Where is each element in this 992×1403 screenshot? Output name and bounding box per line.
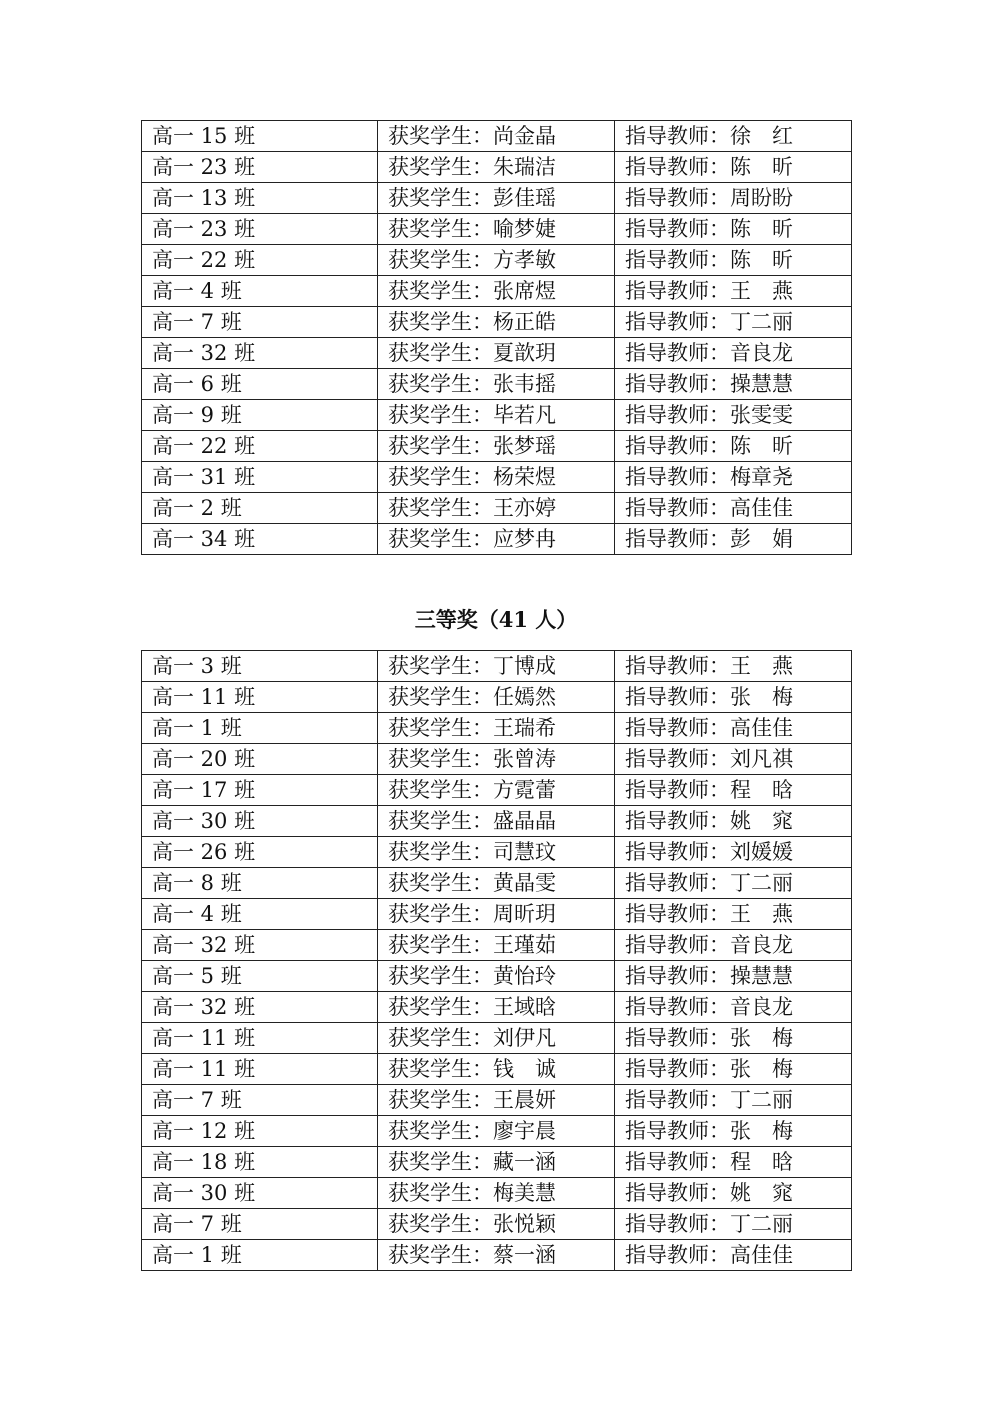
- teacher-cell: 指导教师：操慧慧: [615, 961, 852, 992]
- student-cell: 获奖学生：彭佳瑶: [378, 183, 615, 214]
- table-row: [142, 806, 852, 837]
- table-row: [142, 1023, 852, 1054]
- table-row: [142, 713, 852, 744]
- table-row: [142, 493, 852, 524]
- class-cell: 高一 13 班: [142, 183, 378, 214]
- table-row: [142, 276, 852, 307]
- class-cell: 高一 1 班: [142, 1240, 378, 1271]
- teacher-cell: 指导教师：陈 昕: [615, 152, 852, 183]
- teacher-cell: 指导教师：高佳佳: [615, 713, 852, 744]
- third-prize-table: [141, 650, 852, 1271]
- table-row: [142, 400, 852, 431]
- table-row: [142, 651, 852, 682]
- class-cell: 高一 4 班: [142, 899, 378, 930]
- class-cell: 高一 15 班: [142, 121, 378, 152]
- table-row: [142, 992, 852, 1023]
- class-cell: 高一 11 班: [142, 1054, 378, 1085]
- student-cell: 获奖学生：尚金晶: [378, 121, 615, 152]
- teacher-cell: 指导教师：张 梅: [615, 1023, 852, 1054]
- student-cell: 获奖学生：梅美慧: [378, 1178, 615, 1209]
- class-cell: 高一 34 班: [142, 524, 378, 555]
- table-row: [142, 1240, 852, 1271]
- teacher-cell: 指导教师：陈 昕: [615, 214, 852, 245]
- teacher-cell: 指导教师：丁二丽: [615, 1209, 852, 1240]
- class-cell: 高一 26 班: [142, 837, 378, 868]
- teacher-cell: 指导教师：张 梅: [615, 1054, 852, 1085]
- table-row: [142, 152, 852, 183]
- teacher-cell: 指导教师：张 梅: [615, 682, 852, 713]
- student-cell: 获奖学生：喻梦婕: [378, 214, 615, 245]
- table-row: [142, 245, 852, 276]
- class-cell: 高一 31 班: [142, 462, 378, 493]
- class-cell: 高一 32 班: [142, 992, 378, 1023]
- teacher-cell: 指导教师：音良龙: [615, 992, 852, 1023]
- table-row: [142, 837, 852, 868]
- teacher-cell: 指导教师：王 燕: [615, 651, 852, 682]
- student-cell: 获奖学生：藏一涵: [378, 1147, 615, 1178]
- student-cell: 获奖学生：黄怡玲: [378, 961, 615, 992]
- student-cell: 获奖学生：朱瑞洁: [378, 152, 615, 183]
- teacher-cell: 指导教师：刘凡祺: [615, 744, 852, 775]
- class-cell: 高一 11 班: [142, 1023, 378, 1054]
- class-cell: 高一 32 班: [142, 930, 378, 961]
- table-row: [142, 1085, 852, 1116]
- student-cell: 获奖学生：杨荣煜: [378, 462, 615, 493]
- student-cell: 获奖学生：张悦颖: [378, 1209, 615, 1240]
- class-cell: 高一 3 班: [142, 651, 378, 682]
- student-cell: 获奖学生：张梦瑶: [378, 431, 615, 462]
- class-cell: 高一 4 班: [142, 276, 378, 307]
- class-cell: 高一 11 班: [142, 682, 378, 713]
- second-prize-rows: [142, 121, 852, 555]
- class-cell: 高一 32 班: [142, 338, 378, 369]
- table-row: [142, 682, 852, 713]
- student-cell: 获奖学生：黄晶雯: [378, 868, 615, 899]
- table-row: [142, 930, 852, 961]
- class-cell: 高一 7 班: [142, 1085, 378, 1116]
- student-cell: 获奖学生：王晨妍: [378, 1085, 615, 1116]
- class-cell: 高一 22 班: [142, 245, 378, 276]
- teacher-cell: 指导教师：丁二丽: [615, 307, 852, 338]
- teacher-cell: 指导教师：陈 昕: [615, 245, 852, 276]
- class-cell: 高一 6 班: [142, 369, 378, 400]
- student-cell: 获奖学生：钱 诚: [378, 1054, 615, 1085]
- table-row: [142, 431, 852, 462]
- table-row: [142, 338, 852, 369]
- table-row: [142, 462, 852, 493]
- student-cell: 获奖学生：应梦冉: [378, 524, 615, 555]
- class-cell: 高一 5 班: [142, 961, 378, 992]
- table-row: [142, 1116, 852, 1147]
- teacher-cell: 指导教师：程 晗: [615, 775, 852, 806]
- teacher-cell: 指导教师：徐 红: [615, 121, 852, 152]
- student-cell: 获奖学生：杨正皓: [378, 307, 615, 338]
- student-cell: 获奖学生：盛晶晶: [378, 806, 615, 837]
- table-row: [142, 214, 852, 245]
- class-cell: 高一 22 班: [142, 431, 378, 462]
- student-cell: 获奖学生：王瑞希: [378, 713, 615, 744]
- teacher-cell: 指导教师：丁二丽: [615, 1085, 852, 1116]
- teacher-cell: 指导教师：音良龙: [615, 338, 852, 369]
- class-cell: 高一 18 班: [142, 1147, 378, 1178]
- student-cell: 获奖学生：蔡一涵: [378, 1240, 615, 1271]
- student-cell: 获奖学生：方孝敏: [378, 245, 615, 276]
- table-row: [142, 1178, 852, 1209]
- table-row: [142, 961, 852, 992]
- teacher-cell: 指导教师：张 梅: [615, 1116, 852, 1147]
- teacher-cell: 指导教师：高佳佳: [615, 493, 852, 524]
- table-row: [142, 121, 852, 152]
- table-row: [142, 369, 852, 400]
- teacher-cell: 指导教师：陈 昕: [615, 431, 852, 462]
- table-row: [142, 307, 852, 338]
- student-cell: 获奖学生：丁博成: [378, 651, 615, 682]
- student-cell: 获奖学生：刘伊凡: [378, 1023, 615, 1054]
- teacher-cell: 指导教师：高佳佳: [615, 1240, 852, 1271]
- teacher-cell: 指导教师：操慧慧: [615, 369, 852, 400]
- student-cell: 获奖学生：周昕玥: [378, 899, 615, 930]
- teacher-cell: 指导教师：张雯雯: [615, 400, 852, 431]
- student-cell: 获奖学生：方霓蕾: [378, 775, 615, 806]
- class-cell: 高一 7 班: [142, 1209, 378, 1240]
- class-cell: 高一 30 班: [142, 806, 378, 837]
- student-cell: 获奖学生：司慧玟: [378, 837, 615, 868]
- class-cell: 高一 23 班: [142, 214, 378, 245]
- teacher-cell: 指导教师：梅章尧: [615, 462, 852, 493]
- student-cell: 获奖学生：王亦婷: [378, 493, 615, 524]
- table-row: [142, 744, 852, 775]
- table-row: [142, 775, 852, 806]
- student-cell: 获奖学生：王瑾茹: [378, 930, 615, 961]
- teacher-cell: 指导教师：音良龙: [615, 930, 852, 961]
- class-cell: 高一 7 班: [142, 307, 378, 338]
- table-row: [142, 183, 852, 214]
- student-cell: 获奖学生：张曾涛: [378, 744, 615, 775]
- teacher-cell: 指导教师：彭 娟: [615, 524, 852, 555]
- teacher-cell: 指导教师：姚 窕: [615, 1178, 852, 1209]
- class-cell: 高一 1 班: [142, 713, 378, 744]
- student-cell: 获奖学生：张席煜: [378, 276, 615, 307]
- student-cell: 获奖学生：王域晗: [378, 992, 615, 1023]
- student-cell: 获奖学生：毕若凡: [378, 400, 615, 431]
- teacher-cell: 指导教师：王 燕: [615, 899, 852, 930]
- student-cell: 获奖学生：任嫣然: [378, 682, 615, 713]
- teacher-cell: 指导教师：程 晗: [615, 1147, 852, 1178]
- class-cell: 高一 23 班: [142, 152, 378, 183]
- table-row: [142, 899, 852, 930]
- teacher-cell: 指导教师：姚 窕: [615, 806, 852, 837]
- class-cell: 高一 8 班: [142, 868, 378, 899]
- teacher-cell: 指导教师：王 燕: [615, 276, 852, 307]
- third-prize-rows: [142, 651, 852, 1271]
- class-cell: 高一 9 班: [142, 400, 378, 431]
- teacher-cell: 指导教师：刘媛媛: [615, 837, 852, 868]
- student-cell: 获奖学生：夏歆玥: [378, 338, 615, 369]
- table-row: [142, 868, 852, 899]
- teacher-cell: 指导教师：丁二丽: [615, 868, 852, 899]
- student-cell: 获奖学生：张韦摇: [378, 369, 615, 400]
- class-cell: 高一 2 班: [142, 493, 378, 524]
- table-row: [142, 1054, 852, 1085]
- third-prize-title: 三等奖（41 人）: [414, 607, 578, 632]
- student-cell: 获奖学生：廖宇晨: [378, 1116, 615, 1147]
- table-row: [142, 1147, 852, 1178]
- table-row: [142, 524, 852, 555]
- class-cell: 高一 30 班: [142, 1178, 378, 1209]
- table-row: [142, 1209, 852, 1240]
- teacher-cell: 指导教师：周盼盼: [615, 183, 852, 214]
- second-prize-table: [141, 120, 852, 555]
- class-cell: 高一 17 班: [142, 775, 378, 806]
- class-cell: 高一 20 班: [142, 744, 378, 775]
- class-cell: 高一 12 班: [142, 1116, 378, 1147]
